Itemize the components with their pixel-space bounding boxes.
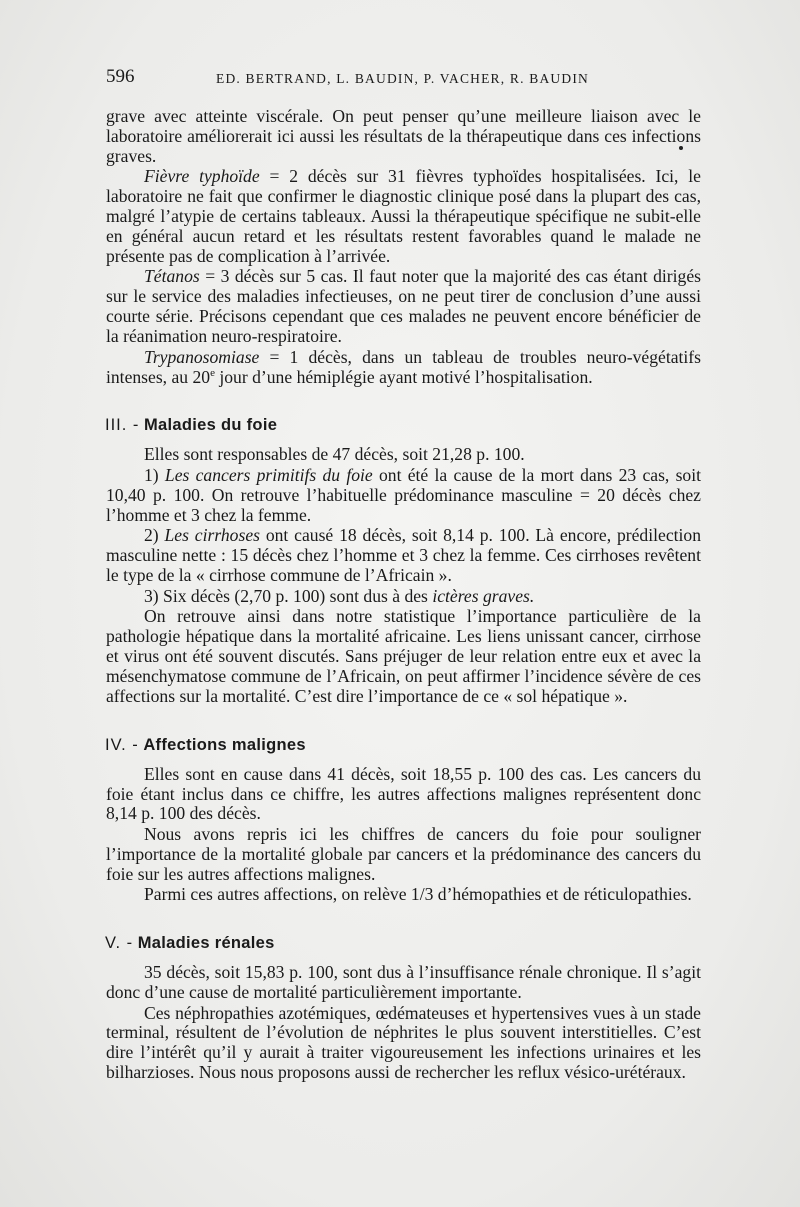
paragraph: Parmi ces autres affections, on relève 1/3 d’hémopathies et de réticulopathies. (144, 884, 692, 905)
paragraph: Nous avons repris ici les chiffres de cancers du foie pour souligner l’importance de la mortalité globale par cancers et la prédominance des cancers du foie sur les autres affections malignes. (106, 823, 701, 884)
section-heading-maladies-renales (105, 933, 701, 953)
paragraph: Elles sont responsables de 47 décès, soit 21,28 p. 100. (144, 444, 525, 465)
section-title: Maladies rénales (137, 934, 275, 953)
section-number: III. - (105, 416, 140, 435)
paragraph-text: = 3 décès sur 5 cas. Il faut noter que la majorité des cas étant dirigés sur le service des maladies infectieuses, on ne peut tirer de conclusion d’une aussi courte série. Précisons cependant que ces malades ne peuvent encore bénéficier de la réanimation neuro-respiratoire. (106, 266, 701, 347)
paragraph: Ces néphropathies azotémiques, œdémateuses et hypertensives vues à un stade terminal, résultent de l’évolution de néphrites le plus souvent interstitielles. C’est dire l’intérêt qu’il y aurait à traiter vigoureusement les infections urinaires et les bilharzioses. Nous nous proposons aussi de rechercher les reflux vésico-urétéraux. (106, 1002, 701, 1083)
term-cirrhoses: Les cirrhoses (164, 525, 260, 546)
paragraph-cirrhoses (106, 526, 701, 586)
paragraph-text: jour d’une hémiplégie ayant motivé l’hospitalisation. (214, 366, 593, 387)
term-trypanosomiase: Trypanosomiase (144, 346, 260, 367)
superscript: e (210, 366, 215, 379)
paragraph-text: 2) (144, 525, 165, 546)
paragraph-trypanosomiase (106, 348, 701, 388)
paragraph: On retrouve ainsi dans notre statistique l’importance particulière de la pathologie hépatique dans la mortalité africaine. Les liens unissant cancer, cirrhose et virus ont été souvent discutés. Sans préjuger de leur relation entre eux et avec la mésenchymatose commune de l’Africain, on peut affirmer l’incidence sévère de ces affections sur la mortalité. C’est dire l’importance de ce « sol hépatique ». (106, 606, 701, 706)
section-heading-affections-malignes (105, 735, 701, 755)
term-icteres-graves: ictères graves. (432, 585, 535, 606)
paragraph-tetanos (106, 267, 701, 347)
section-title: Affections malignes (143, 735, 306, 754)
term-cancers-primitifs: Les cancers primitifs du foie (164, 464, 373, 485)
page-header (106, 66, 706, 90)
paragraph-text: 1) (144, 464, 165, 485)
running-head: ED. BERTRAND, L. BAUDIN, P. VACHER, R. BAUDIN (216, 71, 589, 86)
section-title: Maladies du foie (144, 416, 278, 435)
section-number: IV. - (105, 735, 139, 754)
term-fievre-typhoide: Fièvre typhoïde (144, 166, 260, 187)
paragraph-continuation: grave avec atteinte viscérale. On peut penser qu’une meilleure liaison avec le laboratoire améliorerait ici aussi les résultats de la thérapeutique dans ces infections graves. (106, 106, 701, 166)
term-tetanos: Tétanos (144, 266, 200, 287)
paragraph-icteres (106, 587, 701, 607)
paragraph: Elles sont en cause dans 41 décès, soit 18,55 p. 100 des cas. Les cancers du foie étant inclus dans ce chiffre, les autres affections malignes représentent donc 8,14 p. 100 des décès. (106, 763, 701, 824)
paragraph: 35 décès, soit 15,83 p. 100, sont dus à l’insuffisance rénale chronique. Il s’agit donc d’une cause de mortalité particulièrement importante. (106, 962, 701, 1003)
paragraph-text: ont été la cause de la mort dans 23 cas, soit 10,40 p. 100. On retrouve l’habituelle prédominance masculine = 20 décès chez l’homme et 3 chez la femme. (106, 464, 701, 525)
paragraph-text: 3) Six décès (2,70 p. 100) sont dus à des (144, 585, 433, 606)
paragraph-text: ont causé 18 décès, soit 8,14 p. 100. Là encore, prédilection masculine nette : 15 décès chez l’homme et 3 chez la femme. Ces cirrhoses revêtent le type de la « cirrhose commune de l’Africain ». (106, 525, 701, 586)
paragraph-text: = 2 décès sur 31 fièvres typhoïdes hospitalisées. Ici, le laboratoire ne fait que confirmer le diagnostic clinique posé dans la plupart des cas, malgré l’atypie de certains tableaux. Aussi la thérapeutique spécifique ne subit-elle en général aucun retard et les résultats restent favorables quand le malade ne présente pas de complication à l’arrivée. (106, 166, 701, 266)
paragraph-text: = 1 décès, dans un tableau de troubles neuro-végétatifs intenses, au 20 (106, 346, 701, 387)
paragraph-fievre-typhoide (106, 167, 701, 267)
section-number: V. - (105, 934, 134, 953)
article-body (106, 107, 701, 1083)
section-heading-maladies-du-foie (105, 415, 701, 435)
page-number: 596 (106, 66, 135, 87)
paragraph-cancers-primitifs (106, 466, 701, 526)
